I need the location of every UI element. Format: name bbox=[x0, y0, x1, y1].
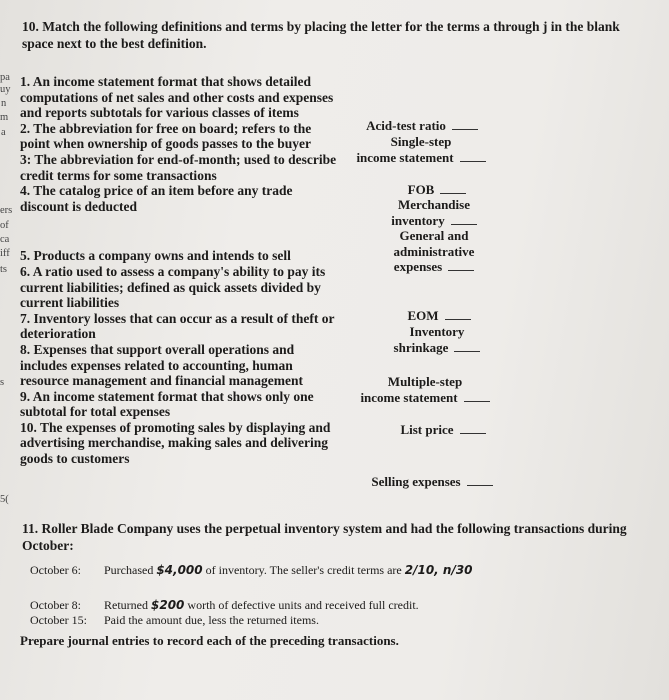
definition-item: 9. An income statement format that shows only one subtotal for total expenses bbox=[20, 388, 314, 420]
question-10-prompt: 10. Match the following definitions and terms by placing the letter for the terms a through j in the blank space next to the best definition. bbox=[22, 19, 620, 51]
definition-item: 10. The expenses of promoting sales by displaying and advertising merchandise, making sales and delivering goods to customers bbox=[20, 419, 331, 467]
term-single-step bbox=[346, 134, 496, 165]
transaction-amount: $200 bbox=[151, 598, 185, 612]
transaction-date: October 6: bbox=[30, 563, 81, 577]
transaction-row bbox=[30, 598, 419, 612]
definition-item: 7. Inventory losses that can occur as a result of theft or deterioration bbox=[20, 310, 335, 342]
margin-fragment: n bbox=[1, 98, 7, 109]
margin-fragment: of bbox=[0, 220, 9, 231]
term-label: Selling expenses bbox=[371, 474, 461, 489]
term-merchandise-inventory bbox=[372, 197, 496, 228]
journal-instruction: Prepare journal entries to record each of the preceding transactions. bbox=[20, 633, 399, 648]
answer-blank[interactable] bbox=[460, 433, 486, 434]
term-label: FOB bbox=[407, 182, 435, 197]
term-selling-expenses bbox=[356, 474, 508, 490]
transaction-text: Paid the amount due, less the returned items. bbox=[104, 613, 319, 627]
definition-item: 4. The catalog price of an item before any trade discount is deducted bbox=[20, 183, 293, 214]
definitions-list bbox=[20, 74, 340, 467]
margin-fragment: pa bbox=[0, 72, 10, 83]
answer-blank[interactable] bbox=[448, 270, 474, 271]
answer-blank[interactable] bbox=[454, 351, 480, 352]
margin-fragment: iff bbox=[0, 248, 10, 259]
answer-blank[interactable] bbox=[467, 485, 493, 486]
answer-blank[interactable] bbox=[452, 129, 478, 130]
term-label: Multiple-step bbox=[387, 374, 463, 389]
margin-fragment: ts bbox=[0, 264, 8, 275]
transaction-amount: $4,000 bbox=[156, 563, 203, 577]
term-label: Merchandise bbox=[398, 197, 470, 212]
term-general-administrative bbox=[372, 228, 496, 275]
margin-fragment: m bbox=[0, 112, 9, 123]
answer-blank[interactable] bbox=[451, 224, 477, 225]
definition-item: 3: The abbreviation for end-of-month; used to describe credit terms for some transactions bbox=[20, 151, 337, 183]
term-label: EOM bbox=[407, 308, 439, 323]
term-label: Inventory bbox=[409, 324, 465, 339]
term-label: Single-step bbox=[390, 134, 452, 149]
transaction-text: Purchased bbox=[104, 563, 157, 577]
definition-spacer bbox=[20, 214, 340, 248]
term-acid-test-ratio bbox=[352, 118, 492, 134]
transaction-row bbox=[30, 613, 319, 627]
definition-item: 2. The abbreviation for free on board; refers to the point when ownership of goods passes to the buyer bbox=[20, 120, 312, 152]
margin-fragment: a bbox=[1, 127, 6, 138]
transaction-text: of inventory. The seller's credit terms are bbox=[202, 563, 405, 577]
question-11-prompt: 11. Roller Blade Company uses the perpetual inventory system and had the following transactions during October: bbox=[22, 521, 627, 553]
answer-blank[interactable] bbox=[445, 319, 471, 320]
margin-fragment: s bbox=[0, 377, 5, 388]
term-multiple-step bbox=[350, 374, 500, 405]
term-eom bbox=[382, 308, 496, 324]
answer-blank[interactable] bbox=[440, 193, 466, 194]
term-label: Acid-test ratio bbox=[366, 118, 446, 133]
margin-fragment: 5( bbox=[0, 494, 9, 505]
term-label: income statement bbox=[356, 149, 454, 165]
term-label: expenses bbox=[393, 259, 443, 274]
term-fob bbox=[380, 182, 494, 198]
term-label: General and bbox=[399, 228, 469, 243]
margin-fragment: ers bbox=[0, 205, 13, 216]
credit-terms: 2/10, n/30 bbox=[404, 563, 473, 577]
definition-item: 6. A ratio used to assess a company's ability to pay its current liabilities; defined as quick assets divided by current liabilities bbox=[20, 263, 326, 311]
answer-blank[interactable] bbox=[464, 401, 490, 402]
term-list-price bbox=[386, 422, 500, 438]
term-label: inventory bbox=[391, 212, 445, 228]
transaction-row bbox=[30, 563, 473, 577]
margin-fragment: uy bbox=[0, 84, 11, 95]
definition-item: 5. Products a company owns and intends to sell bbox=[20, 248, 291, 264]
definition-item: 1. An income statement format that shows detailed computations of net sales and other costs and expenses and reports subtotals for various classes of items bbox=[20, 74, 334, 121]
margin-fragment: ca bbox=[0, 234, 10, 245]
term-label: administrative bbox=[393, 243, 475, 259]
answer-blank[interactable] bbox=[460, 161, 486, 162]
definition-item: 8. Expenses that support overall operations and includes expenses related to accounting, human resource management and financial management bbox=[20, 341, 303, 389]
term-label: List price bbox=[400, 422, 454, 437]
transaction-date: October 8: bbox=[30, 598, 81, 612]
term-label: shrinkage bbox=[393, 339, 449, 355]
transaction-date: October 15: bbox=[30, 613, 87, 627]
transaction-text: Returned bbox=[104, 598, 151, 612]
term-inventory-shrinkage bbox=[378, 324, 496, 355]
term-label: income statement bbox=[360, 389, 458, 405]
transaction-text: worth of defective units and received full credit. bbox=[184, 598, 419, 612]
